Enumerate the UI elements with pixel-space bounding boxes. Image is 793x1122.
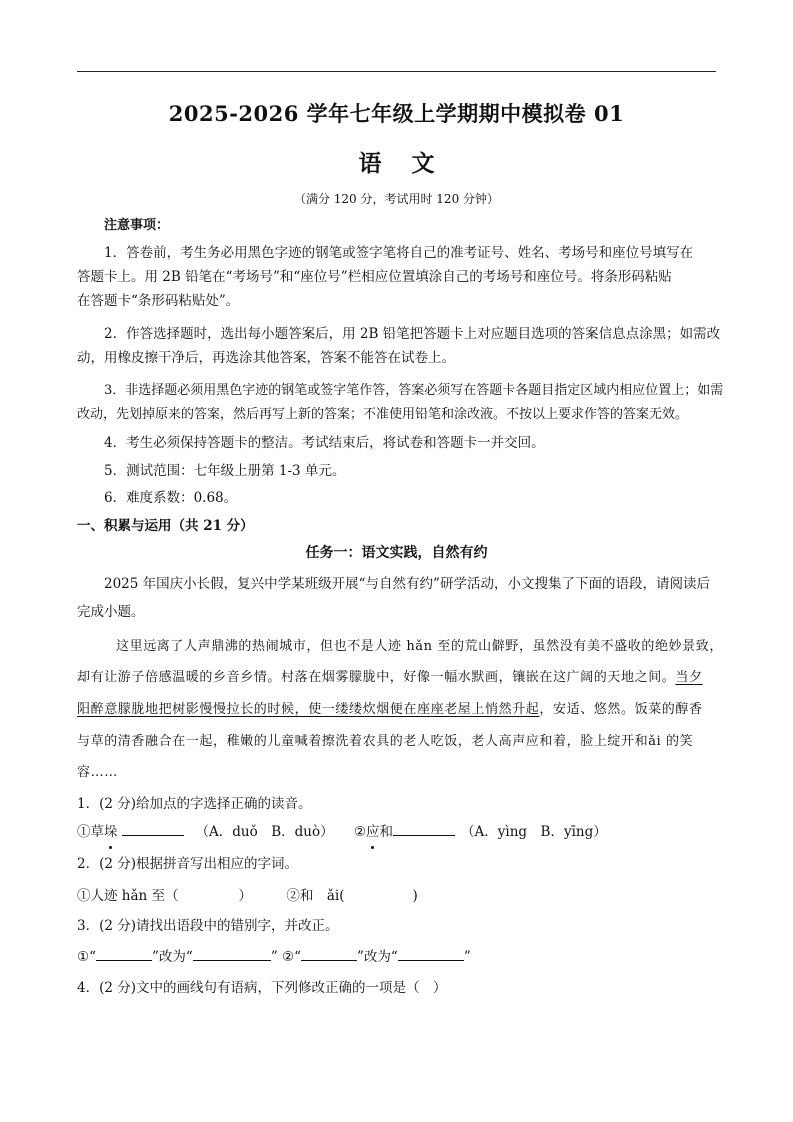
instruction-line: 2．作答选择题时，选出每小题答案后，用 2B 铅笔把答题卡上对应题目选项的答案信息点涂黑；如需改	[104, 326, 721, 342]
section-heading: 一、积累与运用（共 21 分）	[77, 518, 254, 534]
score-time-note: （满分 120 分，考试用时 120 分钟）	[293, 192, 500, 206]
question-2: 2．(2 分)根据拼音写出相应的字词。	[77, 856, 299, 872]
instructions-heading: 注意事项：	[104, 218, 170, 233]
instruction-line: 4．考生必须保持答题卡的整洁。考试结束后，将试卷和答题卡一并交回。	[104, 435, 545, 451]
q2-a-end: ）	[238, 888, 253, 904]
intro-line: 完成小题。	[77, 604, 145, 620]
instruction-line: 5．测试范围：七年级上册第 1-3 单元。	[104, 463, 346, 479]
dotted-char: 应	[366, 820, 380, 844]
exam-title: 2025-2026 学年七年级上学期期中模拟卷 01	[168, 101, 625, 126]
subject-char-1: 语	[358, 150, 382, 177]
answer-blank[interactable]	[193, 946, 271, 961]
instruction-line: 改动，先划掉原来的答案，然后再写上新的答案；不准使用铅笔和涂改液。不按以上要求作答的答案无效。	[77, 407, 689, 422]
question-1: 1．(2 分)给加点的字选择正确的读音。	[77, 796, 312, 812]
q3-text: ”改为“	[357, 949, 398, 965]
answer-blank[interactable]	[393, 821, 455, 836]
instruction-line: 6．难度系数：0.68。	[104, 490, 238, 506]
passage-line: 容……	[77, 765, 118, 780]
answer-blank[interactable]	[301, 946, 357, 961]
underlined-sentence: 阳醉意朦胧地把树影慢慢拉长的时候，使一缕缕炊烟便在座座老屋上悄然升起	[77, 702, 540, 717]
passage-text: ，安适、悠然。饭菜的醇香	[539, 702, 703, 717]
q1-a-label: ①草	[77, 824, 104, 840]
q3-text: ” ②“	[270, 949, 302, 965]
underlined-sentence-start: 当夕	[675, 670, 703, 685]
dotted-char: 垛	[104, 820, 118, 844]
q3-text: ”改为“	[152, 949, 193, 965]
q2-b-end: )	[412, 888, 418, 904]
passage-line: 这里远离了人声鼎沸的热闹城市，但也不是人迹 hǎn 至的荒山僻野，虽然没有美不盛收的绝妙景致，	[116, 639, 723, 654]
q1-b-suffix: 和	[379, 824, 394, 840]
q1-b-options: （A．yìng B．yīng）	[461, 824, 607, 840]
instruction-line: 3．非选择题必须用黑色字迹的钢笔或签字笔作答，答案必须写在答题卡各题目指定区域内相应位置上；如需	[104, 383, 724, 398]
q1-b-label: ②	[353, 824, 367, 840]
intro-line: 2025 年国庆小长假，复兴中学某班级开展“与自然有约”研学活动，小文搜集了下面的语段，请阅读后	[104, 576, 710, 592]
instruction-line: 答题卡上。用 2B 铅笔在“考场号”和“座位号”栏相应位置填涂自己的考场号和座位号。将条形码粘贴	[77, 269, 672, 285]
answer-blank[interactable]	[398, 946, 464, 961]
q3-text: ①“	[77, 949, 97, 965]
question-2-items	[77, 884, 418, 908]
instruction-line: 1．答卷前，考生务必用黑色字迹的钢笔或签字笔将自己的准考证号、姓名、考场号和座位号填写在	[104, 245, 694, 261]
passage-line: 与草的清香融合在一起，稚嫩的儿童喊着擦洗着农具的老人吃饭，老人高声应和着，脸上绽开和ǎi 的笑	[77, 734, 694, 749]
q3-text: ”	[463, 949, 471, 965]
subject-title	[0, 145, 793, 178]
question-3: 3．(2 分)请找出语段中的错别字，并改正。	[77, 918, 339, 934]
q1-a-options: （A．duǒ B．duò）	[195, 824, 334, 840]
answer-blank[interactable]	[96, 946, 152, 961]
instruction-line: 在答题卡“条形码粘贴处”。	[77, 293, 240, 309]
q2-b-label: ②和 ǎi(	[286, 888, 345, 904]
passage-text: 却有让游子倍感温暖的乡音乡情。村落在烟雾朦胧中，好像一幅水默画，镶嵌在这广阔的天地之间。	[77, 670, 676, 685]
subject-char-2: 文	[411, 150, 435, 177]
passage-line	[77, 698, 703, 722]
top-rule	[77, 71, 716, 72]
question-3-items	[77, 945, 471, 969]
instruction-line: 动，用橡皮擦干净后，再选涂其他答案，答案不能答在试卷上。	[77, 350, 455, 366]
task-heading: 任务一：语文实践，自然有约	[305, 545, 488, 561]
question-4: 4．(2 分)文中的画线句有语病，下列修改正确的一项是（ ）	[77, 980, 447, 996]
answer-blank[interactable]	[122, 821, 184, 836]
passage-line	[77, 666, 703, 690]
q2-a-label: ①人迹 hǎn 至（	[77, 888, 179, 904]
question-1-options	[77, 820, 607, 844]
